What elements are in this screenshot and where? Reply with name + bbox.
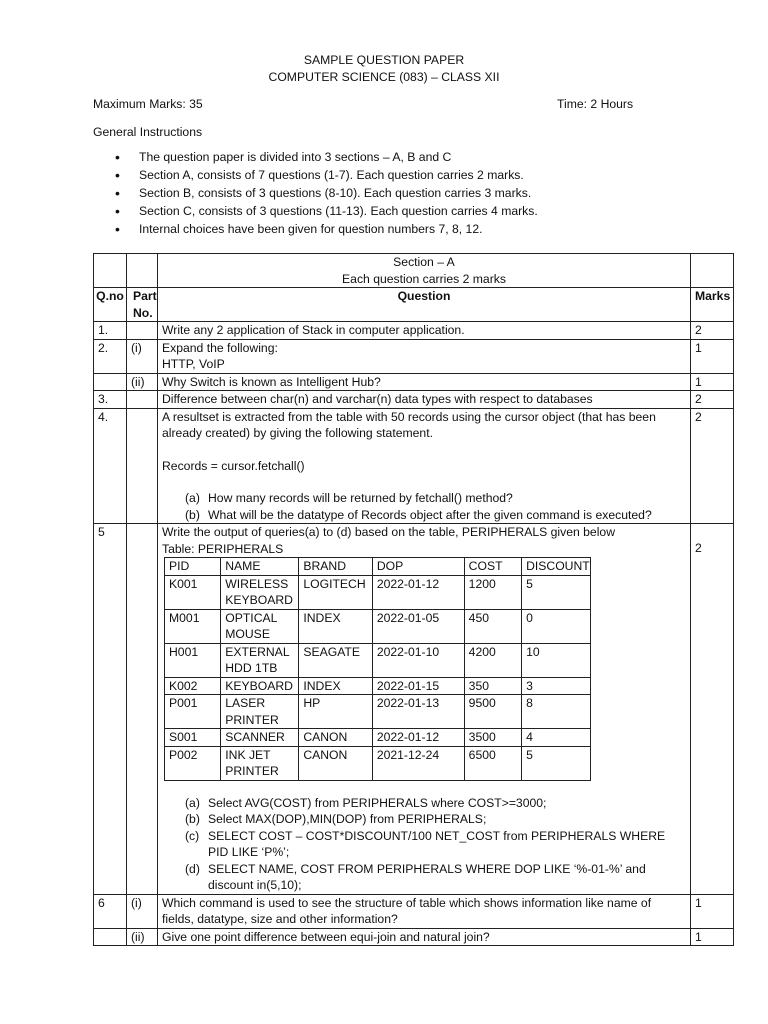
peripherals-cell: K002 (165, 677, 221, 695)
instruction-item: • Section B, consists of 3 questions (8-10). Each question carries 3 marks. (93, 185, 538, 203)
peripherals-cell: CANON (299, 729, 372, 747)
peripherals-cell: 3500 (464, 729, 521, 747)
query-label: (b) (185, 812, 200, 826)
query-text: SELECT NAME, COST FROM PERIPHERALS WHERE DOP LIKE ‘%-01-%’ and discount in(5,10); (208, 861, 646, 892)
question-marks: 2 (691, 391, 734, 409)
peripherals-header-cell: PID (165, 558, 221, 576)
section-note: Each question carries 2 marks (342, 271, 506, 286)
time-limit: Time: 2 Hours (557, 97, 634, 111)
peripherals-cell: KEYBOARD (221, 677, 299, 695)
query-text: Select MAX(DOP),MIN(DOP) from PERIPHERALS; (208, 812, 487, 826)
question-number: 5 (94, 524, 127, 895)
peripherals-cell: 3 (522, 677, 591, 695)
question-marks: 2 (691, 408, 734, 524)
instruction-item: • Internal choices have been given for question numbers 7, 8, 12. (93, 221, 538, 239)
peripherals-header-cell: BRAND (299, 558, 372, 576)
peripherals-cell: 5 (522, 746, 591, 780)
col-question: Question (158, 288, 691, 322)
query-label: (c) (185, 828, 200, 843)
table-row (94, 408, 734, 524)
peripherals-row (165, 677, 591, 695)
question-text: Write any 2 application of Stack in computer application. (158, 322, 691, 340)
question-text: Why Switch is known as Intelligent Hub? (158, 373, 691, 391)
peripherals-header-cell: DOP (372, 558, 464, 576)
subquestion-text: How many records will be returned by fetchall() method? (208, 491, 513, 505)
instruction-item: • Section A, consists of 7 questions (1-7). Each question carries 2 marks. (93, 167, 538, 185)
peripherals-cell: 2021-12-24 (372, 746, 464, 780)
peripherals-row (165, 695, 591, 729)
question-number: 3. (94, 391, 127, 409)
question-marks: 1 (691, 894, 734, 928)
section-header-row (94, 254, 734, 288)
question-text: HTTP, VoIP (162, 357, 225, 371)
peripherals-cell: LOGITECH (299, 575, 372, 609)
question-marks: 1 (691, 928, 734, 946)
peripherals-row (165, 575, 591, 609)
paper-subtitle: COMPUTER SCIENCE (083) – CLASS XII (268, 70, 500, 84)
peripherals-cell: K001 (165, 575, 221, 609)
peripherals-cell: 9500 (464, 695, 521, 729)
part-number: (ii) (127, 373, 158, 391)
peripherals-row (165, 746, 591, 780)
peripherals-cell: SCANNER (221, 729, 299, 747)
question-text: Difference between char(n) and varchar(n) data types with respect to databases (158, 391, 691, 409)
question-number: 1. (94, 322, 127, 340)
table-row (94, 322, 734, 340)
peripherals-cell: 1200 (464, 575, 521, 609)
peripherals-cell: 0 (522, 609, 591, 643)
peripherals-cell: 450 (464, 609, 521, 643)
peripherals-cell: 8 (522, 695, 591, 729)
peripherals-cell: S001 (165, 729, 221, 747)
peripherals-cell: 2022-01-15 (372, 677, 464, 695)
question-marks: 1 (691, 339, 734, 373)
question-marks: 1 (691, 373, 734, 391)
table-row (94, 894, 734, 928)
table-row (94, 339, 734, 373)
question-text: A resultset is extracted from the table with 50 records using the cursor object (that has been already created) by giving the following statement. (162, 409, 656, 440)
question-marks: 2 (691, 322, 734, 340)
peripherals-row (165, 643, 591, 677)
query-text: SELECT COST – COST*DISCOUNT/100 NET_COST from PERIPHERALS WHERE PID LIKE ‘P%’; (208, 828, 666, 859)
subquestion-label: (a) (185, 491, 200, 505)
peripherals-cell: P002 (165, 746, 221, 780)
peripherals-cell: CANON (299, 746, 372, 780)
peripherals-cell: 2022-01-12 (372, 575, 464, 609)
peripherals-cell: 2022-01-12 (372, 729, 464, 747)
instructions-heading: General Instructions (93, 125, 203, 139)
peripherals-cell: 350 (464, 677, 521, 695)
table-row (94, 928, 734, 946)
peripherals-cell: P001 (165, 695, 221, 729)
table-caption: Table: PERIPHERALS (162, 541, 284, 556)
peripherals-cell: 2022-01-10 (372, 643, 464, 677)
peripherals-cell: 10 (522, 643, 591, 677)
peripherals-cell: M001 (165, 609, 221, 643)
query-label: (a) (185, 795, 200, 810)
question-text: Which command is used to see the structure of table which shows information like name of fields, datatype, size and other information? (158, 894, 691, 928)
peripherals-cell: HP (299, 695, 372, 729)
table-row (94, 391, 734, 409)
col-qno: Q.no (94, 288, 127, 322)
part-number: (ii) (127, 928, 158, 946)
subquestion-text: What will be the datatype of Records object after the given command is executed? (208, 507, 652, 522)
query-item (162, 861, 686, 894)
question-number: 4. (94, 408, 127, 524)
peripherals-cell: 2022-01-05 (372, 609, 464, 643)
peripherals-header-cell: NAME (221, 558, 299, 576)
col-marks: Marks (691, 288, 734, 322)
peripherals-cell: WIRELESS KEYBOARD (221, 575, 299, 609)
peripherals-header-cell: DISCOUNT (522, 558, 591, 576)
peripherals-row (165, 609, 591, 643)
peripherals-cell: H001 (165, 643, 221, 677)
instructions-list (93, 149, 538, 239)
peripherals-header-row (165, 558, 591, 576)
peripherals-cell: LASER PRINTER (221, 695, 299, 729)
query-item (162, 795, 686, 812)
peripherals-row (165, 729, 591, 747)
col-part: Part No. (127, 288, 158, 322)
query-list (162, 795, 686, 894)
column-header-row (94, 288, 734, 322)
peripherals-cell: SEAGATE (299, 643, 372, 677)
max-marks: Maximum Marks: 35 (93, 97, 203, 111)
question-text: Write the output of queries(a) to (d) based on the table, PERIPHERALS given below (162, 525, 615, 539)
subquestion-item (162, 507, 686, 524)
query-text: Select AVG(COST) from PERIPHERALS where COST>=3000; (208, 795, 547, 810)
peripherals-table (164, 557, 591, 781)
peripherals-cell: 4200 (464, 643, 521, 677)
question-number: 6 (94, 894, 127, 928)
part-number: (i) (127, 339, 158, 373)
part-number: (i) (127, 894, 158, 928)
peripherals-cell: 4 (522, 729, 591, 747)
question-text: Give one point difference between equi-join and natural join? (158, 928, 691, 946)
peripherals-cell: INK JET PRINTER (221, 746, 299, 780)
query-item (162, 811, 686, 828)
peripherals-cell: OPTICAL MOUSE (221, 609, 299, 643)
paper-title: SAMPLE QUESTION PAPER (303, 53, 465, 67)
section-title: Section – A (393, 255, 455, 269)
question-text: Expand the following: (162, 340, 278, 355)
peripherals-cell: 2022-01-13 (372, 695, 464, 729)
subquestion-list (162, 490, 686, 523)
question-number: 2. (94, 339, 127, 373)
peripherals-header-cell: COST (464, 558, 521, 576)
instruction-item: • The question paper is divided into 3 sections – A, B and C (93, 149, 538, 167)
peripherals-cell: INDEX (299, 677, 372, 695)
questions-table (93, 253, 734, 946)
table-row (94, 524, 734, 895)
subquestion-label: (b) (185, 507, 200, 522)
subquestion-item (162, 490, 686, 507)
peripherals-cell: EXTERNAL HDD 1TB (221, 643, 299, 677)
table-row (94, 373, 734, 391)
peripherals-cell: 5 (522, 575, 591, 609)
question-marks: 2 (695, 541, 702, 555)
peripherals-cell: 6500 (464, 746, 521, 780)
peripherals-cell: INDEX (299, 609, 372, 643)
instruction-item: • Section C, consists of 3 questions (11-13). Each question carries 4 marks. (93, 203, 538, 221)
query-item (162, 828, 686, 861)
code-statement: Records = cursor.fetchall() (162, 458, 305, 473)
query-label: (d) (185, 861, 200, 876)
